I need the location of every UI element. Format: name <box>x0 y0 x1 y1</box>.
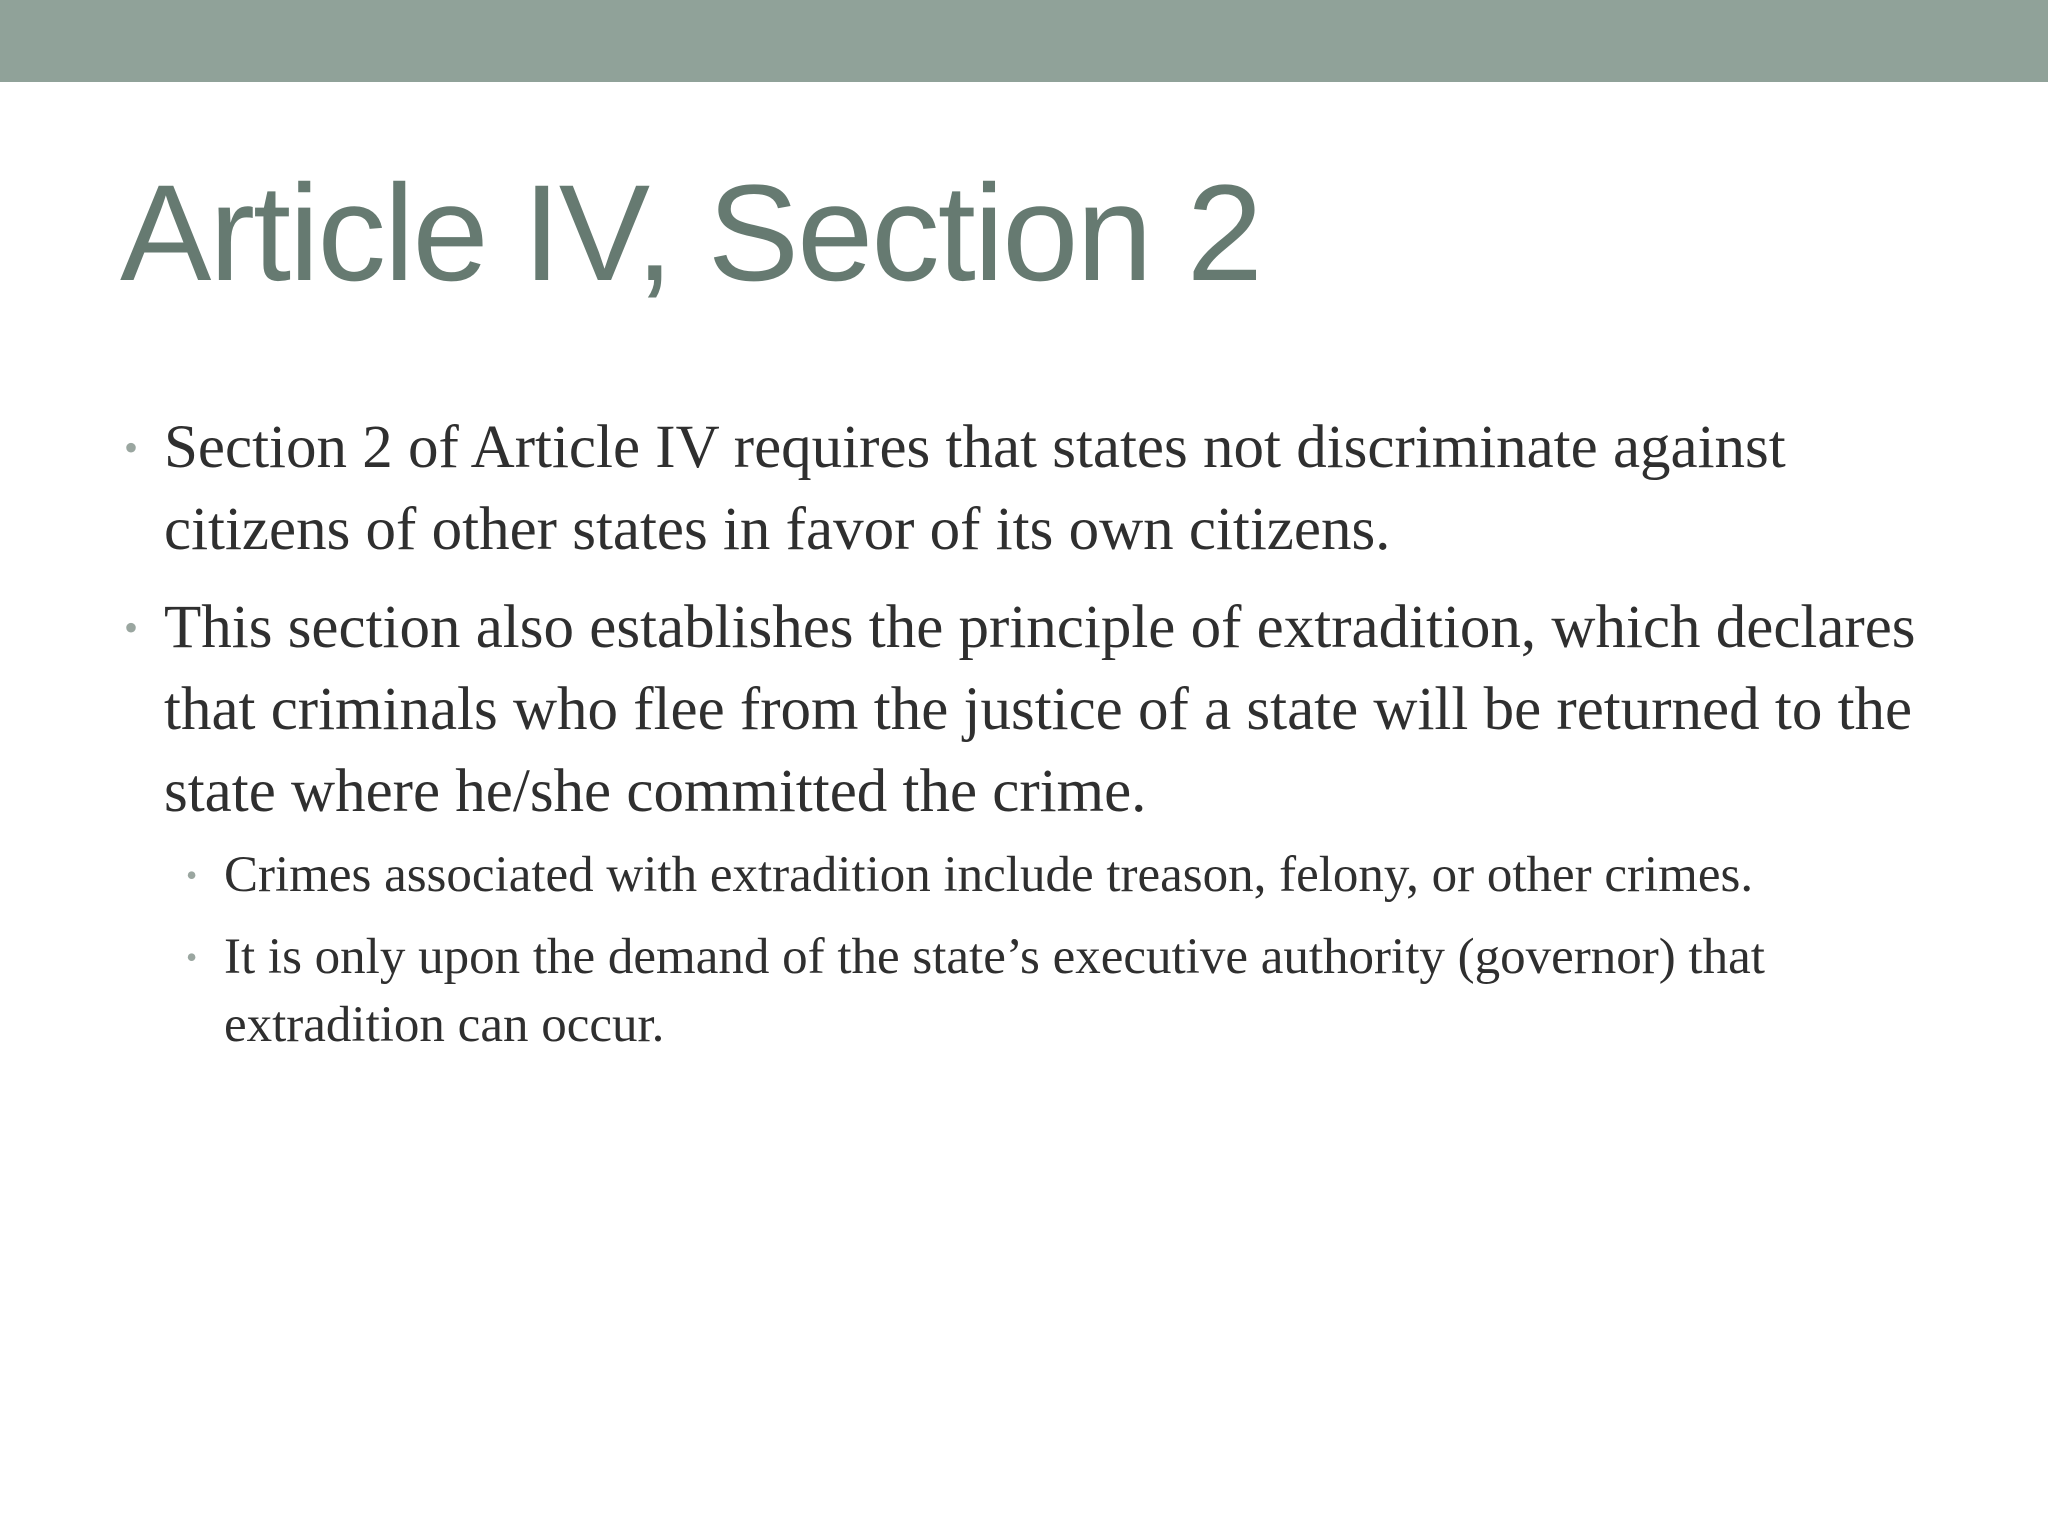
sub-bullet-item <box>186 841 1944 909</box>
sub-bullet-item <box>186 923 1944 1059</box>
sub-bullet-point-icon: • <box>186 939 198 975</box>
sub-bullet-text: Crimes associated with extradition include treason, felony, or other crimes. <box>224 847 1754 903</box>
bullet-text: This section also establishes the principle of extradition, which declares that criminals who flee from the justice of a state will be returned to the state where he/she committed the crime. <box>164 594 1916 825</box>
sub-bullet-point-icon: • <box>186 857 198 893</box>
bullet-item <box>124 407 1944 571</box>
header-accent-bar <box>0 0 2048 82</box>
slide-title: Article IV, Section 2 <box>120 157 1261 310</box>
bullet-item <box>124 587 1944 1059</box>
slide-bullet-list <box>124 407 1944 1075</box>
bullet-point-icon: • <box>124 425 139 470</box>
sub-bullet-text: It is only upon the demand of the state’s executive authority (governor) that extradition can occur. <box>224 929 1765 1053</box>
bullet-text: Section 2 of Article IV requires that states not discriminate against citizens of other states in favor of its own citizens. <box>164 414 1786 563</box>
sub-bullet-list <box>164 841 1944 1059</box>
bullet-point-icon: • <box>124 605 139 650</box>
